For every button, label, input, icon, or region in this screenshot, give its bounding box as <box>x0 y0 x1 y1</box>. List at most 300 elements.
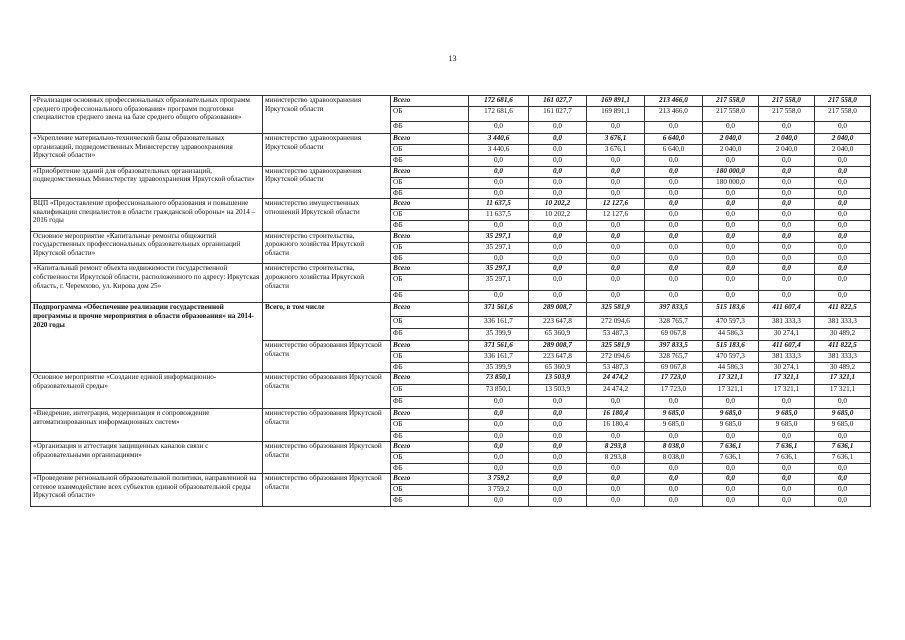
amount-cell: 0,0 <box>759 275 815 291</box>
responsible-executor: министерство строительства, дорожного хозяйства Иркутской области <box>263 264 391 303</box>
amount-cell: 0,0 <box>645 242 703 253</box>
amount-cell: 44 586,3 <box>703 362 759 373</box>
amount-cell: 17 321,1 <box>815 373 871 385</box>
amount-cell: 217 558,0 <box>759 107 815 122</box>
amount-cell: 325 581,9 <box>587 341 645 352</box>
amount-cell: 17 723,0 <box>645 373 703 385</box>
amount-cell: 272 094,6 <box>587 317 645 329</box>
amount-cell: 69 067,8 <box>645 362 703 373</box>
amount-cell: 0,0 <box>645 474 703 485</box>
amount-cell: 0,0 <box>469 397 529 409</box>
table-row <box>31 409 871 420</box>
amount-cell: 0,0 <box>529 134 587 145</box>
responsible-executor: министерство здравоохранения Иркутской области <box>263 96 391 134</box>
funding-source: ОБ <box>391 177 469 188</box>
amount-cell: 289 008,7 <box>529 341 587 352</box>
amount-cell: 169 891,1 <box>587 107 645 122</box>
amount-cell: 0,0 <box>645 199 703 210</box>
amount-cell: 0,0 <box>469 156 529 167</box>
program-name: Основное мероприятие «Капитальные ремонты общежитий государственных профессиональных образовательных организаций Иркутской области» <box>31 231 263 264</box>
amount-cell: 0,0 <box>529 221 587 232</box>
table-row <box>31 264 871 275</box>
responsible-executor: министерство образования Иркутской области <box>263 474 391 507</box>
amount-cell: 3 440,6 <box>469 145 529 156</box>
program-name: «Реализация основных профессиональных образовательных программ среднего профессионального образования» программ подготовки специалистов среднего звена на базе среднего общего образования» <box>31 96 263 134</box>
amount-cell: 0,0 <box>759 122 815 134</box>
amount-cell: 0,0 <box>815 166 871 177</box>
amount-cell: 9 685,0 <box>703 419 759 431</box>
table-row <box>31 474 871 485</box>
amount-cell: 13 503,9 <box>529 373 587 385</box>
amount-cell: 0,0 <box>759 177 815 188</box>
amount-cell: 470 597,3 <box>703 351 759 362</box>
amount-cell: 53 487,3 <box>587 329 645 341</box>
amount-cell: 0,0 <box>645 231 703 242</box>
amount-cell: 217 558,0 <box>703 107 759 122</box>
funding-source: Всего <box>391 199 469 210</box>
amount-cell: 8 293,8 <box>587 452 645 463</box>
amount-cell: 0,0 <box>815 474 871 485</box>
amount-cell: 65 360,9 <box>529 362 587 373</box>
amount-cell: 0,0 <box>759 156 815 167</box>
amount-cell: 0,0 <box>815 242 871 253</box>
amount-cell: 16 180,4 <box>587 419 645 431</box>
amount-cell: 0,0 <box>529 474 587 485</box>
amount-cell: 0,0 <box>529 177 587 188</box>
amount-cell: 30 274,1 <box>759 329 815 341</box>
amount-cell: 2 040,0 <box>703 134 759 145</box>
amount-cell: 0,0 <box>759 210 815 221</box>
amount-cell: 7 636,1 <box>815 442 871 453</box>
amount-cell: 73 850,1 <box>469 373 529 385</box>
amount-cell: 272 094,6 <box>587 351 645 362</box>
program-name: «Капитальный ремонт объекта недвижимости государственной собственности Иркутской области, расположенного по адресу: Иркутская область, г. Черемхово, ул. Кирова дом 25» <box>31 264 263 303</box>
amount-cell: 7 636,1 <box>703 442 759 453</box>
amount-cell: 9 685,0 <box>815 409 871 420</box>
table-row <box>31 96 871 107</box>
amount-cell: 0,0 <box>469 122 529 134</box>
funding-source: ФБ <box>391 188 469 199</box>
funding-source: Всего <box>391 442 469 453</box>
funding-source: ОБ <box>391 385 469 397</box>
amount-cell: 0,0 <box>587 485 645 496</box>
amount-cell: 0,0 <box>529 419 587 431</box>
amount-cell: 328 765,7 <box>645 317 703 329</box>
responsible-executor: министерство образования Иркутской области <box>263 409 391 442</box>
amount-cell: 0,0 <box>645 431 703 442</box>
funding-source: Всего <box>391 341 469 352</box>
amount-cell: 0,0 <box>587 291 645 303</box>
program-name: «Проведение региональной образовательной политики, направленной на сетевое взаимодействие всех субъектов единой образовательной среды Иркутской области» <box>31 474 263 507</box>
amount-cell: 0,0 <box>469 221 529 232</box>
amount-cell: 9 685,0 <box>645 419 703 431</box>
funding-source: ОБ <box>391 210 469 221</box>
table-row <box>31 166 871 177</box>
amount-cell: 0,0 <box>759 188 815 199</box>
amount-cell: 0,0 <box>587 474 645 485</box>
amount-cell: 371 561,6 <box>469 303 529 317</box>
amount-cell: 0,0 <box>529 264 587 275</box>
amount-cell: 0,0 <box>587 253 645 264</box>
amount-cell: 0,0 <box>703 431 759 442</box>
amount-cell: 17 321,1 <box>759 385 815 397</box>
amount-cell: 3 676,1 <box>587 145 645 156</box>
amount-cell: 381 333,3 <box>815 317 871 329</box>
amount-cell: 0,0 <box>587 496 645 507</box>
amount-cell: 0,0 <box>587 242 645 253</box>
amount-cell: 9 685,0 <box>645 409 703 420</box>
amount-cell: 0,0 <box>815 397 871 409</box>
amount-cell: 0,0 <box>759 242 815 253</box>
amount-cell: 0,0 <box>759 397 815 409</box>
amount-cell: 0,0 <box>703 474 759 485</box>
amount-cell: 17 321,1 <box>703 373 759 385</box>
funding-source: ОБ <box>391 452 469 463</box>
responsible-executor: министерство образования Иркутской области <box>263 341 391 373</box>
amount-cell: 0,0 <box>759 166 815 177</box>
amount-cell: 0,0 <box>759 291 815 303</box>
funding-source: ОБ <box>391 419 469 431</box>
amount-cell: 65 360,9 <box>529 329 587 341</box>
page-number: 13 <box>448 54 457 63</box>
amount-cell: 9 685,0 <box>703 409 759 420</box>
amount-cell: 0,0 <box>529 397 587 409</box>
amount-cell: 11 637,5 <box>469 210 529 221</box>
amount-cell: 0,0 <box>645 264 703 275</box>
amount-cell: 289 008,7 <box>529 303 587 317</box>
amount-cell: 0,0 <box>759 463 815 474</box>
amount-cell: 0,0 <box>815 463 871 474</box>
amount-cell: 7 636,1 <box>759 452 815 463</box>
funding-source: ФБ <box>391 397 469 409</box>
amount-cell: 0,0 <box>703 397 759 409</box>
amount-cell: 0,0 <box>703 253 759 264</box>
program-name: «Укрепление материально-технической базы образовательных организаций, подведомственных Министерству здравоохранения Иркутской области» <box>31 134 263 167</box>
amount-cell: 0,0 <box>703 156 759 167</box>
amount-cell: 0,0 <box>645 177 703 188</box>
amount-cell: 3 759,2 <box>469 485 529 496</box>
amount-cell: 411 822,5 <box>815 341 871 352</box>
funding-source: Всего <box>391 134 469 145</box>
amount-cell: 2 040,0 <box>815 145 871 156</box>
program-name: Основное мероприятие «Создание единой информационно-образовательной среды» <box>31 373 263 409</box>
amount-cell: 0,0 <box>759 264 815 275</box>
amount-cell: 381 333,3 <box>815 351 871 362</box>
table-row <box>31 134 871 145</box>
amount-cell: 336 161,7 <box>469 351 529 362</box>
amount-cell: 213 466,0 <box>645 107 703 122</box>
amount-cell: 0,0 <box>529 253 587 264</box>
amount-cell: 397 833,5 <box>645 303 703 317</box>
amount-cell: 223 647,8 <box>529 351 587 362</box>
amount-cell: 213 466,0 <box>645 96 703 107</box>
amount-cell: 217 558,0 <box>815 96 871 107</box>
amount-cell: 0,0 <box>815 291 871 303</box>
funding-source: ОБ <box>391 275 469 291</box>
amount-cell: 169 891,1 <box>587 96 645 107</box>
amount-cell: 0,0 <box>703 231 759 242</box>
amount-cell: 0,0 <box>703 199 759 210</box>
funding-source: Всего <box>391 474 469 485</box>
amount-cell: 0,0 <box>759 485 815 496</box>
amount-cell: 17 321,1 <box>703 385 759 397</box>
amount-cell: 8 293,8 <box>587 442 645 453</box>
amount-cell: 0,0 <box>529 122 587 134</box>
amount-cell: 35 297,1 <box>469 275 529 291</box>
funding-source: Всего <box>391 231 469 242</box>
amount-cell: 17 321,1 <box>759 373 815 385</box>
responsible-executor: министерство строительства, дорожного хозяйства Иркутской области <box>263 231 391 264</box>
amount-cell: 0,0 <box>529 452 587 463</box>
program-name: «Приобретение зданий для образовательных организаций, подведомственных Министерству здравоохранения Иркутской области» <box>31 166 263 199</box>
amount-cell: 0,0 <box>703 485 759 496</box>
amount-cell: 336 161,7 <box>469 317 529 329</box>
amount-cell: 0,0 <box>469 166 529 177</box>
amount-cell: 0,0 <box>587 431 645 442</box>
funding-source: ФБ <box>391 496 469 507</box>
table-row <box>31 231 871 242</box>
amount-cell: 0,0 <box>529 409 587 420</box>
amount-cell: 0,0 <box>759 199 815 210</box>
amount-cell: 17 723,0 <box>645 385 703 397</box>
amount-cell: 0,0 <box>759 474 815 485</box>
funding-source: ОБ <box>391 107 469 122</box>
funding-source: ФБ <box>391 463 469 474</box>
amount-cell: 0,0 <box>469 442 529 453</box>
amount-cell: 0,0 <box>815 210 871 221</box>
amount-cell: 0,0 <box>587 166 645 177</box>
funding-source: ОБ <box>391 242 469 253</box>
amount-cell: 0,0 <box>815 221 871 232</box>
amount-cell: 0,0 <box>645 463 703 474</box>
program-name: Подпрограмма «Обеспечение реализации государственной программы и прочие мероприятия в области образования» на 2014-2020 годы <box>31 303 263 341</box>
amount-cell: 8 038,0 <box>645 452 703 463</box>
amount-cell: 11 637,5 <box>469 199 529 210</box>
amount-cell: 0,0 <box>529 442 587 453</box>
amount-cell: 8 038,0 <box>645 442 703 453</box>
amount-cell: 7 636,1 <box>703 452 759 463</box>
amount-cell: 0,0 <box>587 156 645 167</box>
amount-cell: 2 040,0 <box>759 145 815 156</box>
budget-table <box>30 95 871 507</box>
funding-source: Всего <box>391 96 469 107</box>
amount-cell: 0,0 <box>529 166 587 177</box>
amount-cell: 35 297,1 <box>469 242 529 253</box>
amount-cell: 0,0 <box>645 397 703 409</box>
amount-cell: 24 474,2 <box>587 385 645 397</box>
responsible-executor: министерство имущественных отношений Иркутской области <box>263 199 391 232</box>
amount-cell: 2 040,0 <box>759 134 815 145</box>
amount-cell: 0,0 <box>759 231 815 242</box>
amount-cell: 381 333,3 <box>759 317 815 329</box>
amount-cell: 0,0 <box>469 463 529 474</box>
amount-cell: 0,0 <box>587 188 645 199</box>
amount-cell: 0,0 <box>529 496 587 507</box>
amount-cell: 180 000,0 <box>703 166 759 177</box>
amount-cell: 0,0 <box>759 221 815 232</box>
amount-cell: 397 833,5 <box>645 341 703 352</box>
amount-cell: 0,0 <box>469 291 529 303</box>
amount-cell: 0,0 <box>815 431 871 442</box>
amount-cell: 0,0 <box>703 264 759 275</box>
amount-cell: 53 487,3 <box>587 362 645 373</box>
funding-source: ФБ <box>391 291 469 303</box>
amount-cell: 0,0 <box>759 431 815 442</box>
table-row <box>31 341 871 352</box>
amount-cell: 0,0 <box>645 485 703 496</box>
amount-cell: 0,0 <box>645 253 703 264</box>
amount-cell: 0,0 <box>529 463 587 474</box>
amount-cell: 0,0 <box>529 431 587 442</box>
amount-cell: 0,0 <box>529 231 587 242</box>
amount-cell: 0,0 <box>703 221 759 232</box>
amount-cell: 411 607,4 <box>759 341 815 352</box>
amount-cell: 17 321,1 <box>815 385 871 397</box>
amount-cell: 0,0 <box>815 231 871 242</box>
amount-cell: 515 183,6 <box>703 341 759 352</box>
amount-cell: 515 183,6 <box>703 303 759 317</box>
amount-cell: 0,0 <box>815 199 871 210</box>
amount-cell: 3 759,2 <box>469 474 529 485</box>
amount-cell: 371 561,6 <box>469 341 529 352</box>
amount-cell: 13 503,9 <box>529 385 587 397</box>
funding-source: ОБ <box>391 351 469 362</box>
amount-cell: 0,0 <box>703 496 759 507</box>
amount-cell: 2 040,0 <box>815 134 871 145</box>
funding-source: ФБ <box>391 253 469 264</box>
amount-cell: 328 765,7 <box>645 351 703 362</box>
amount-cell: 0,0 <box>529 275 587 291</box>
amount-cell: 0,0 <box>645 496 703 507</box>
funding-source: ФБ <box>391 122 469 134</box>
funding-source: ФБ <box>391 362 469 373</box>
amount-cell: 0,0 <box>587 177 645 188</box>
amount-cell: 0,0 <box>587 463 645 474</box>
amount-cell: 0,0 <box>587 221 645 232</box>
amount-cell: 12 127,6 <box>587 199 645 210</box>
funding-source: Всего <box>391 166 469 177</box>
amount-cell: 30 274,1 <box>759 362 815 373</box>
amount-cell: 0,0 <box>815 253 871 264</box>
amount-cell: 24 474,2 <box>587 373 645 385</box>
amount-cell: 0,0 <box>529 291 587 303</box>
amount-cell: 16 180,4 <box>587 409 645 420</box>
program-name: ВЦП «Предоставление профессионального образования и повышение квалификации специалистов в области гражданской обороны» на 2014 – 2016 годы <box>31 199 263 232</box>
funding-source: ФБ <box>391 329 469 341</box>
amount-cell: 0,0 <box>759 496 815 507</box>
funding-source: ОБ <box>391 145 469 156</box>
amount-cell: 9 685,0 <box>759 409 815 420</box>
responsible-executor: министерство здравоохранения Иркутской области <box>263 134 391 167</box>
funding-source: Всего <box>391 409 469 420</box>
amount-cell: 0,0 <box>815 496 871 507</box>
amount-cell: 411 822,5 <box>815 303 871 317</box>
amount-cell: 3 676,1 <box>587 134 645 145</box>
amount-cell: 0,0 <box>815 122 871 134</box>
amount-cell: 0,0 <box>645 188 703 199</box>
amount-cell: 0,0 <box>469 409 529 420</box>
amount-cell: 0,0 <box>645 291 703 303</box>
amount-cell: 172 681,6 <box>469 107 529 122</box>
amount-cell: 0,0 <box>815 485 871 496</box>
amount-cell: 0,0 <box>645 275 703 291</box>
amount-cell: 7 636,1 <box>815 452 871 463</box>
amount-cell: 0,0 <box>645 166 703 177</box>
amount-cell: 69 067,8 <box>645 329 703 341</box>
amount-cell: 12 127,6 <box>587 210 645 221</box>
amount-cell: 0,0 <box>703 122 759 134</box>
funding-source: ОБ <box>391 317 469 329</box>
amount-cell: 35 297,1 <box>469 264 529 275</box>
amount-cell: 0,0 <box>529 485 587 496</box>
amount-cell: 0,0 <box>469 496 529 507</box>
amount-cell: 0,0 <box>587 264 645 275</box>
amount-cell: 6 640,0 <box>645 134 703 145</box>
funding-source: ФБ <box>391 156 469 167</box>
amount-cell: 9 685,0 <box>815 419 871 431</box>
amount-cell: 0,0 <box>703 463 759 474</box>
program-name <box>31 341 263 373</box>
amount-cell: 217 558,0 <box>815 107 871 122</box>
amount-cell: 217 558,0 <box>759 96 815 107</box>
funding-source: Всего <box>391 264 469 275</box>
funding-source: ФБ <box>391 431 469 442</box>
amount-cell: 0,0 <box>703 291 759 303</box>
amount-cell: 0,0 <box>703 210 759 221</box>
responsible-executor: Всего, в том числе <box>263 303 391 341</box>
amount-cell: 7 636,1 <box>759 442 815 453</box>
amount-cell: 0,0 <box>703 242 759 253</box>
amount-cell: 3 440,6 <box>469 134 529 145</box>
table-row <box>31 373 871 385</box>
table-row <box>31 199 871 210</box>
responsible-executor: министерство образования Иркутской области <box>263 373 391 409</box>
amount-cell: 9 685,0 <box>759 419 815 431</box>
table-row <box>31 442 871 453</box>
amount-cell: 35 399,9 <box>469 329 529 341</box>
responsible-executor: министерство здравоохранения Иркутской области <box>263 166 391 199</box>
amount-cell: 0,0 <box>645 210 703 221</box>
amount-cell: 0,0 <box>645 122 703 134</box>
funding-source: ФБ <box>391 221 469 232</box>
program-name: «Организация и аттестация защищенных каналов связи с образовательными организациями» <box>31 442 263 474</box>
amount-cell: 0,0 <box>469 452 529 463</box>
amount-cell: 0,0 <box>529 188 587 199</box>
amount-cell: 172 681,6 <box>469 96 529 107</box>
amount-cell: 6 640,0 <box>645 145 703 156</box>
amount-cell: 0,0 <box>469 431 529 442</box>
table-row <box>31 303 871 317</box>
amount-cell: 0,0 <box>815 188 871 199</box>
amount-cell: 0,0 <box>703 275 759 291</box>
amount-cell: 0,0 <box>587 275 645 291</box>
amount-cell: 470 597,3 <box>703 317 759 329</box>
amount-cell: 0,0 <box>815 264 871 275</box>
amount-cell: 0,0 <box>759 253 815 264</box>
amount-cell: 0,0 <box>587 231 645 242</box>
amount-cell: 161 027,7 <box>529 96 587 107</box>
amount-cell: 411 607,4 <box>759 303 815 317</box>
amount-cell: 0,0 <box>587 122 645 134</box>
amount-cell: 217 558,0 <box>703 96 759 107</box>
amount-cell: 10 202,2 <box>529 199 587 210</box>
program-name: «Внедрение, интеграция, модернизация и сопровождение автоматизированных информационных систем» <box>31 409 263 442</box>
amount-cell: 30 489,2 <box>815 329 871 341</box>
amount-cell: 0,0 <box>815 156 871 167</box>
amount-cell: 0,0 <box>703 188 759 199</box>
amount-cell: 44 586,3 <box>703 329 759 341</box>
amount-cell: 0,0 <box>815 275 871 291</box>
